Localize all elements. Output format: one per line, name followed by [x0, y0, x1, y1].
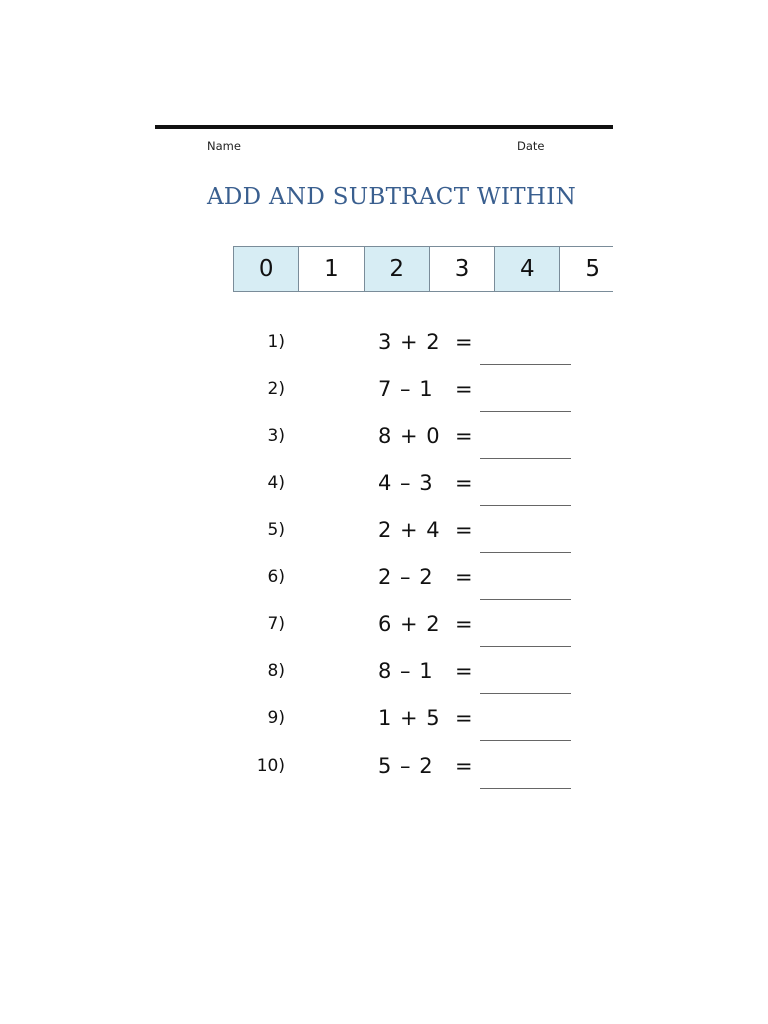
problem-expression: 5 – 2 — [378, 754, 434, 778]
equals-sign: = — [455, 518, 473, 542]
answer-blank[interactable] — [480, 364, 571, 365]
equals-sign: = — [455, 706, 473, 730]
answer-blank[interactable] — [480, 552, 571, 553]
number-line-cell: 5 — [559, 246, 613, 292]
equals-sign: = — [455, 754, 473, 778]
problem-number: 7) — [267, 614, 285, 634]
header-rule — [155, 125, 613, 129]
problem-expression: 1 + 5 — [378, 706, 441, 730]
problem-row — [0, 751, 613, 781]
answer-blank[interactable] — [480, 505, 571, 506]
number-line — [233, 246, 613, 292]
answer-blank[interactable] — [480, 740, 571, 741]
problem-number: 5) — [267, 520, 285, 540]
answer-blank[interactable] — [480, 411, 571, 412]
equals-sign: = — [455, 612, 473, 636]
equals-sign: = — [455, 330, 473, 354]
problem-expression: 6 + 2 — [378, 612, 441, 636]
problem-row — [0, 703, 613, 733]
problem-expression: 3 + 2 — [378, 330, 441, 354]
equals-sign: = — [455, 377, 473, 401]
problem-expression: 8 – 1 — [378, 659, 434, 683]
answer-blank[interactable] — [480, 599, 571, 600]
number-line-cell: 2 — [364, 246, 430, 292]
equals-sign: = — [455, 565, 473, 589]
equals-sign: = — [455, 659, 473, 683]
problem-number: 9) — [267, 708, 285, 728]
name-label: Name — [207, 139, 241, 153]
answer-blank[interactable] — [480, 693, 571, 694]
problem-expression: 2 – 2 — [378, 565, 434, 589]
problem-expression: 2 + 4 — [378, 518, 441, 542]
worksheet-title: ADD AND SUBTRACT WITHIN — [207, 184, 577, 210]
problem-row — [0, 421, 613, 451]
date-label: Date — [517, 139, 545, 153]
problem-row — [0, 656, 613, 686]
equals-sign: = — [455, 424, 473, 448]
problem-number: 8) — [267, 661, 285, 681]
number-line-cell: 0 — [233, 246, 299, 292]
answer-blank[interactable] — [480, 458, 571, 459]
equals-sign: = — [455, 471, 473, 495]
number-line-cell: 4 — [494, 246, 560, 292]
problem-number: 1) — [267, 332, 285, 352]
problem-expression: 7 – 1 — [378, 377, 434, 401]
problem-row — [0, 468, 613, 498]
problem-row — [0, 609, 613, 639]
problem-row — [0, 515, 613, 545]
number-line-cell: 3 — [429, 246, 495, 292]
problem-row — [0, 327, 613, 357]
problem-number: 3) — [267, 426, 285, 446]
problem-expression: 8 + 0 — [378, 424, 441, 448]
problem-row — [0, 374, 613, 404]
problem-number: 6) — [267, 567, 285, 587]
answer-blank[interactable] — [480, 788, 571, 789]
problem-number: 2) — [267, 379, 285, 399]
problem-number: 4) — [267, 473, 285, 493]
problem-row — [0, 562, 613, 592]
problem-number: 10) — [256, 756, 285, 776]
answer-blank[interactable] — [480, 646, 571, 647]
number-line-cell: 1 — [298, 246, 364, 292]
problem-expression: 4 – 3 — [378, 471, 434, 495]
